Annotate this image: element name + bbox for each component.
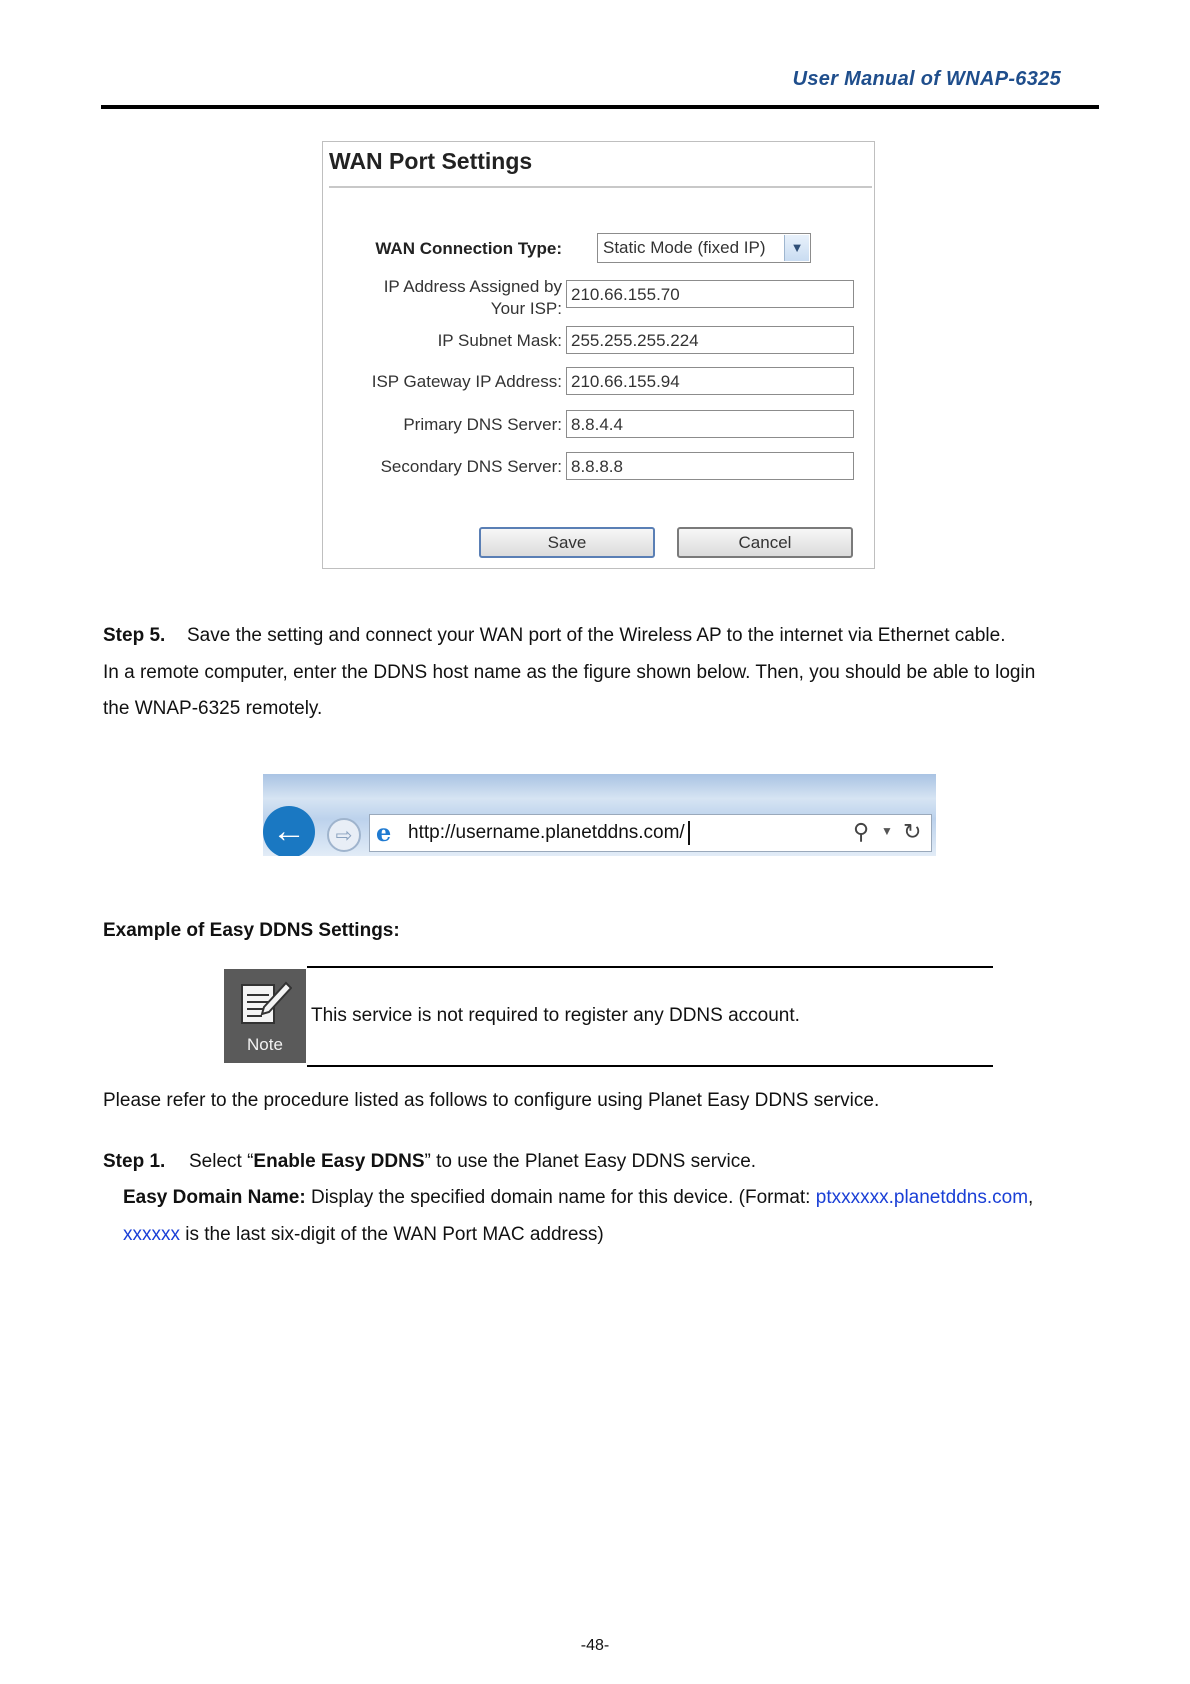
step5-paragraph [103,625,1006,647]
refresh-icon[interactable]: ↻ [903,819,922,844]
notepad-pen-icon [238,977,292,1027]
cancel-button[interactable]: Cancel [677,527,853,558]
ip-address-input[interactable]: 210.66.155.70 [566,280,854,308]
step1-post: ” to use the Planet Easy DDNS service. [424,1151,757,1172]
step1-paragraph [103,1151,756,1173]
easy-domain-comma: , [1028,1187,1034,1208]
easy-domain-text: Display the specified domain name for this device. (Format: [305,1187,816,1208]
easy-domain-line1 [123,1187,1033,1209]
search-icon[interactable]: ⚲ [853,819,870,844]
remote-paragraph-line2: the WNAP-6325 remotely. [103,698,323,719]
wan-port-settings-panel [322,141,875,569]
subnet-mask-input[interactable]: 255.255.255.224 [566,326,854,354]
internet-explorer-icon: e [376,818,392,847]
document-header-title: User Manual of WNAP-6325 [792,68,1061,90]
text-caret [688,821,690,845]
subnet-mask-label: IP Subnet Mask: [437,331,562,350]
panel-title-divider [329,186,872,188]
wan-connection-type-label: WAN Connection Type: [375,239,562,258]
mac-suffix-link[interactable]: xxxxxx [123,1224,180,1245]
step5-label: Step 5. [103,625,166,646]
secondary-dns-label: Secondary DNS Server: [380,457,562,476]
gateway-ip-input[interactable]: 210.66.155.94 [566,367,854,395]
easy-domain-tail: is the last six-digit of the WAN Port MAC address) [180,1224,604,1245]
note-icon [224,969,306,1063]
note-bottom-rule [307,1065,993,1067]
ip-address-label-line1: IP Address Assigned by [383,277,562,296]
gateway-ip-label: ISP Gateway IP Address: [371,372,562,391]
example-heading: Example of Easy DDNS Settings: [103,920,400,941]
url-input[interactable] [369,814,932,852]
header-divider [101,105,1099,109]
dropdown-arrow-icon[interactable]: ▼ [881,824,893,838]
step1-label: Step 1. [103,1151,166,1172]
step5-text: Save the setting and connect your WAN port of the Wireless AP to the internet via Ethernet cable. [187,625,1006,646]
panel-title: WAN Port Settings [329,148,533,174]
note-text: This service is not required to register any DDNS account. [311,1005,800,1026]
ip-address-label [384,276,562,320]
browser-address-bar-figure [263,774,936,856]
easy-domain-line2 [123,1224,604,1246]
note-label: Note [247,1035,283,1054]
forward-arrow-icon[interactable]: ⇨ [327,818,361,852]
primary-dns-label: Primary DNS Server: [403,415,562,434]
wan-connection-type-value: Static Mode (fixed IP) [603,238,766,257]
ip-address-label-line2: Your ISP: [490,299,562,318]
domain-format-link[interactable]: ptxxxxxx.planetddns.com [815,1187,1029,1208]
secondary-dns-input[interactable]: 8.8.8.8 [566,452,854,480]
note-top-rule [307,966,993,968]
easy-domain-term: Easy Domain Name: [123,1187,306,1208]
step1-bold: Enable Easy DDNS [253,1151,425,1172]
remote-paragraph-line1: In a remote computer, enter the DDNS host name as the figure shown below. Then, you should be able to login [103,662,1036,683]
primary-dns-input[interactable]: 8.8.4.4 [566,410,854,438]
url-text: http://username.planetddns.com/ [408,822,685,843]
chevron-down-icon[interactable]: ▼ [784,235,809,261]
back-arrow-icon[interactable]: ← [263,806,315,856]
wan-connection-type-select[interactable] [597,233,811,263]
procedure-paragraph: Please refer to the procedure listed as follows to configure using Planet Easy DDNS service. [103,1090,880,1111]
step1-pre: Select “ [189,1151,254,1172]
page-number: -48- [580,1637,610,1654]
save-button[interactable]: Save [479,527,655,558]
